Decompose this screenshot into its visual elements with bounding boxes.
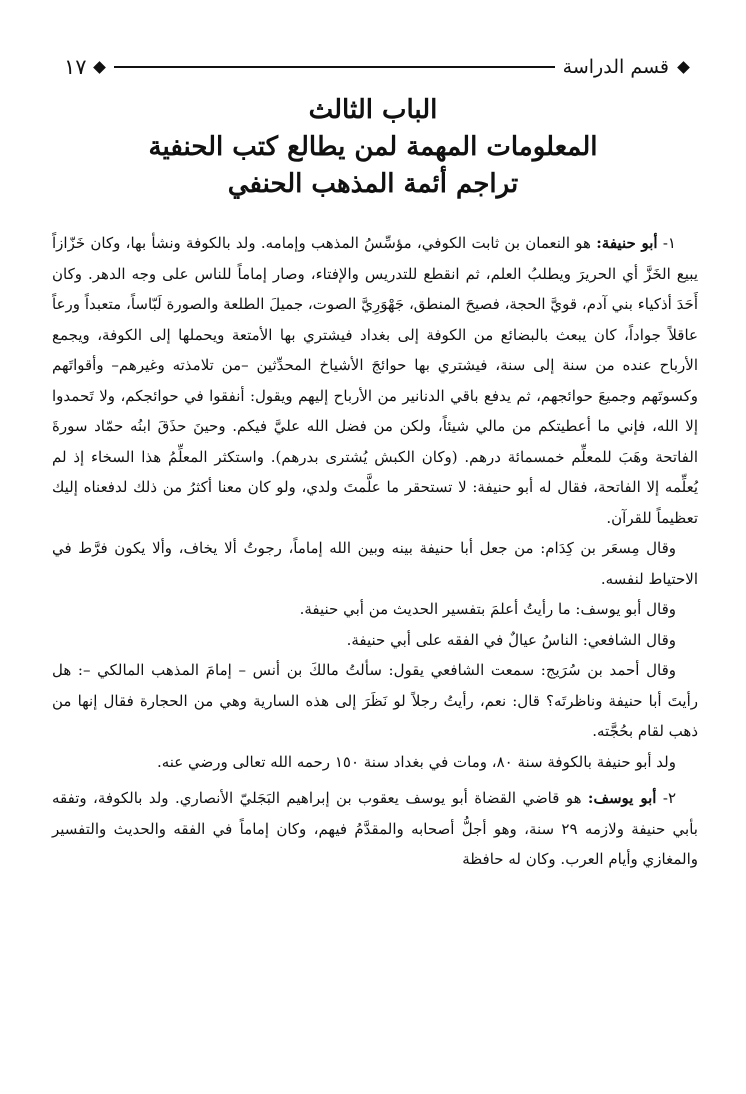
diamond-ornament-icon xyxy=(93,61,106,74)
entry-name: أبو حنيفة: xyxy=(596,234,658,252)
chapter-heading xyxy=(40,92,706,203)
paragraph: وقال أحمد بن سُرَيج: سمعت الشافعي يقول: سألتُ مالكَ بن أنس – إمامَ المذهب المالكي –: هل رأيتَ أبا حنيفة وناظرتَه؟ قال: نعم، رأيتُ رجلاً لو نَظَرَ إلى هذه السارية وهي من الحجارة فقال إنها من ذهب لقام بحُجَّته. xyxy=(52,661,698,740)
entry-number: ١- xyxy=(662,234,676,252)
chapter-title: الباب الثالث xyxy=(308,95,438,125)
entry-name: أبو يوسف: xyxy=(587,789,657,807)
chapter-subtitle: المعلومات المهمة لمن يطالع كتب الحنفية xyxy=(148,132,598,162)
paragraph: وقال أبو يوسف: ما رأيتُ أعلمَ بتفسير الحديث من أبي حنيفة. xyxy=(299,600,676,618)
paragraph: وقال الشافعي: الناسُ عيالٌ في الفقه على أبي حنيفة. xyxy=(346,630,676,649)
page-number: ١٧ xyxy=(64,55,87,79)
page-body xyxy=(52,228,698,875)
entry-text: هو النعمان بن ثابت الكوفي، مؤسِّسُ المذهب وإمامه. ولد بالكوفة ونشأ بها، وكان خَزّازاً يبيع الخَزَّ أي الحريرَ ويطلبُ العلم، ثم انقطع للتدريس والإفتاء، وصار إماماً للناس على وجه الدهر. وكان أَحَدَ أذكياء بني آدم، قويَّ الحجة، فصيحَ المنطق، جَهْوَرِيَّ الصوت، جميلَ الطلعة والصورة لَبّاساً، متعبداً ورعاً عاقلاً جواداً، كان يبعث بالبضائع من الكوفة إلى بغداد فيشتري بها الأمتعة ويحملها إلى الكوفة، ويجمع الأرباح عنده من سنة إلى سنة، فيشتري بها حوائجَ الأشياخ المحدِّثين –من تلامذته وغيرهم– وأقواتَهم وكسوتَهم وجميعَ حوائجهم، ثم يدفع باقي الدنانير من الأرباح إليهم ويقول: أنفقوا في حوائجكم، ولا تَحمدوا إلا الله، فإني ما أعطيتكم من مالي شيئاً، ولكن من فضل الله عليَّ فيكم. وحينَ حذَقَ ابنُه حمّاد سورةَ الفاتحة وهَبَ للمعلِّم خمسمائة درهم. (وكان الكبش يُشترى بدرهم). واستكثر المعلِّمُ هذا السخاء إذ لم يُعلِّمه إلا الفاتحة، فقال له أبو حنيفة: لا تستحقر ما علَّمتَ ولدي، ولو كان معنا أكثرُ من ذلك لدفعناه إليك تعظيماً للقرآن. xyxy=(52,234,698,527)
entry-number: ٢- xyxy=(662,789,676,807)
entry-abu-yusuf xyxy=(52,783,698,875)
chapter-subtitle-2: تراجم أئمة المذهب الحنفي xyxy=(227,169,519,199)
entry-text: هو قاضي القضاة أبو يوسف يعقوب بن إبراهيم البَجَليّ الأنصاري. ولد بالكوفة، وتفقه بأبي حنيفة ولازمه ٢٩ سنة، وهو أجلُّ أصحابه والمقدَّمُ فيهم، وكان إماماً في الفقه والحديث والتفسير والمغازي وأيام العرب. وكان له حافظة xyxy=(52,789,698,868)
header-rule xyxy=(114,66,555,68)
entry-abu-hanifa xyxy=(52,228,698,533)
paragraph: ولد أبو حنيفة بالكوفة سنة ٨٠، ومات في بغداد سنة ١٥٠ رحمه الله تعالى ورضي عنه. xyxy=(156,752,676,771)
section-title: قسم الدراسة xyxy=(562,56,669,78)
diamond-ornament-icon xyxy=(677,61,690,74)
paragraph: وقال مِسعَر بن كِدَام: من جعل أبا حنيفة بينه وبين الله إماماً، رجوتُ ألا يخاف، وألا يكون فرَّط في الاحتياط لنفسه. xyxy=(52,539,698,588)
running-header xyxy=(62,52,694,82)
